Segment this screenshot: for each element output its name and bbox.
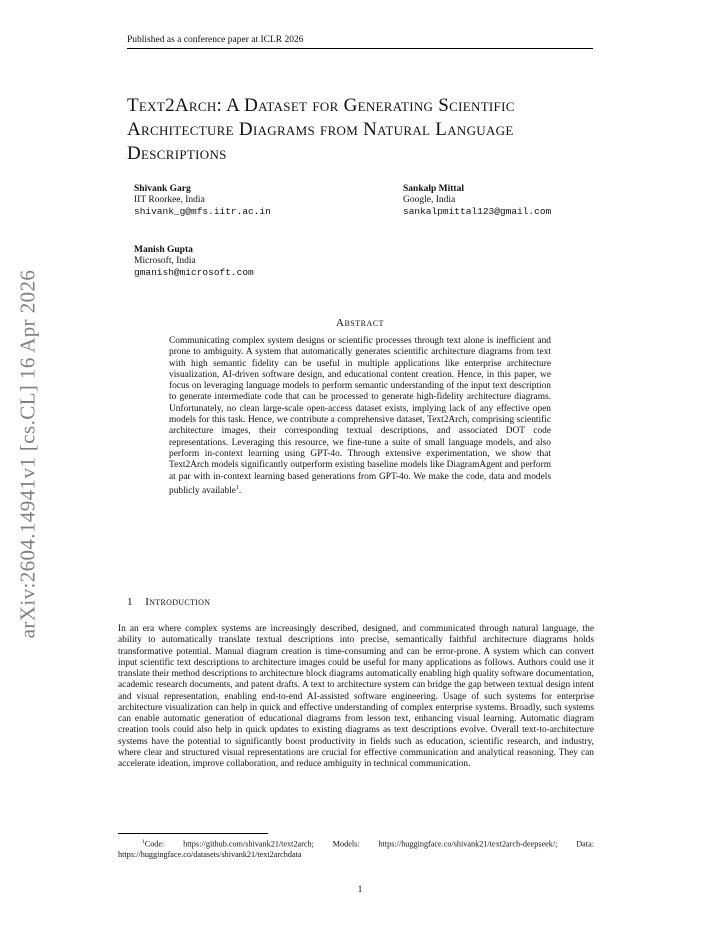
author-block [403,184,551,217]
footnote-marker: 1 [235,484,239,491]
author-affiliation: Google, India [403,195,456,205]
author-name: Shivank Garg [134,184,191,194]
footnote [118,837,594,861]
section-number: 1 [127,596,133,608]
abstract-text: Communicating complex system designs or scientific processes through text alone is inefficient and prone to ambiguity. A system that automatically generates scientific architecture diagrams from text with high semantic fidelity can be useful in multiple applications like enterprise architecture visualization, AI-driven software design, and educational content creation. Hence, in this paper, we focus on leveraging language models to perform semantic understanding of the input text description to generate intermediate code that can be processed to generate high-fidelity architecture diagrams. Unfortunately, no clean large-scale open-access dataset exists, implying lack of any effective open models for this task. Hence, we contribute a comprehensive dataset, Text2Arch, comprising scientific architecture images, their corresponding textual descriptions, and associated DOT code representations. Leveraging this resource, we fine-tune a suite of small language models, and also perform in-context learning using GPT-4o. Through extensive experimentation, we show that Text2Arch models significantly outperform existing baseline models like DiagramAgent and perform at par with in-context learning based generations from GPT-4o. We make the code, data and models publicly available [169,336,551,496]
author-email: gmanish@microsoft.com [134,267,254,278]
abstract-body: Communicating complex system designs or scientific processes through text alone is inefficient and prone to ambiguity. A system that automatically generates scientific architecture diagrams from text with high semantic fidelity can be useful in multiple applications like enterprise architecture visualization, AI-driven software design, and educational content creation. Hence, in this paper, we focus on leveraging language models to perform semantic understanding of the input text description to generate intermediate code that can be processed to generate high-fidelity architecture diagrams. Unfortunately, no clean large-scale open-access dataset exists, implying lack of any effective open models for this task. Hence, we contribute a comprehensive dataset, Text2Arch, comprising scientific architecture images, their corresponding textual descriptions, and associated DOT code representations. Leveraging this resource, we fine-tune a suite of small language models, and also perform in-context learning using GPT-4o. Through extensive experimentation, we show that Text2Arch models significantly outperform existing baseline models like DiagramAgent and perform at par with in-context learning based generations from GPT-4o. We make the code, data and models publicly available$^1$. [169,336,551,496]
author-affiliation: Microsoft, India [134,256,196,266]
introduction-paragraph: In an era where complex systems are increasingly described, designed, and communicated through natural language, the ability to automatically translate textual descriptions into precise, semantically faithful architecture diagrams holds transformative potential. Manual diagram creation is time-consuming and can be error-prone. A system which can convert input scientific text descriptions to architecture images could be useful for many applications as follows. Authors could use it translate their method descriptions to architecture block diagrams automatically enabling high quality software documentation, academic research documents, and patent drafts. A text to architecture system can bridge the gap between textual design intent and visual representation, enabling end-to-end AI-assisted software engineering. Usage of such systems for enterprise architecture visualization can help in quick and effective understanding of complex enterprise systems. Broadly, such systems can enable automatic generation of educational diagrams from lesson text, enhancing visual learning. Automatic diagram creation tools could also help in quick updates to existing diagrams as text descriptions evolve. Overall text-to-architecture systems have the potential to significantly boost productivity in fields such as education, scientific research, and industry, where clear and structured visual representations are crucial for effective communication and analytical reasoning. They can accelerate ideation, improve collaboration, and reduce ambiguity in technical communication. [118,624,594,769]
running-header: Published as a conference paper at ICLR 2026 [127,35,593,49]
author-email: shivank_g@mfs.iitr.ac.in [134,206,271,217]
footnote-rule [118,833,268,834]
section-heading [127,596,210,608]
author-name: Sankalp Mittal [403,184,464,194]
author-affiliation: IIT Roorkee, India [134,195,205,205]
footnote-mark: 1 [142,839,145,845]
section-title: Introduction [145,596,211,608]
paper-title: Text2Arch: A Dataset for Generating Scientific Architecture Diagrams from Natural Language Descriptions [127,95,515,164]
abstract-heading: Abstract [336,317,384,329]
author-block [134,245,254,278]
arxiv-stamp [13,258,43,650]
author-name: Manish Gupta [134,245,193,255]
footnote-text: Code: https://github.com/shivank21/text2arch; Models: https://huggingface.co/shivank21/text2arch-deepseek/; Data: https://huggingface.co/datasets/shivank21/text2archdata [118,839,594,860]
page-number: 1 [357,885,363,895]
author-email: sankalpmittal123@gmail.com [403,206,552,217]
author-block [134,184,271,217]
arxiv-stamp-text: arXiv:2604.14941v1 [cs.CL] 16 Apr 2026 [15,269,40,639]
